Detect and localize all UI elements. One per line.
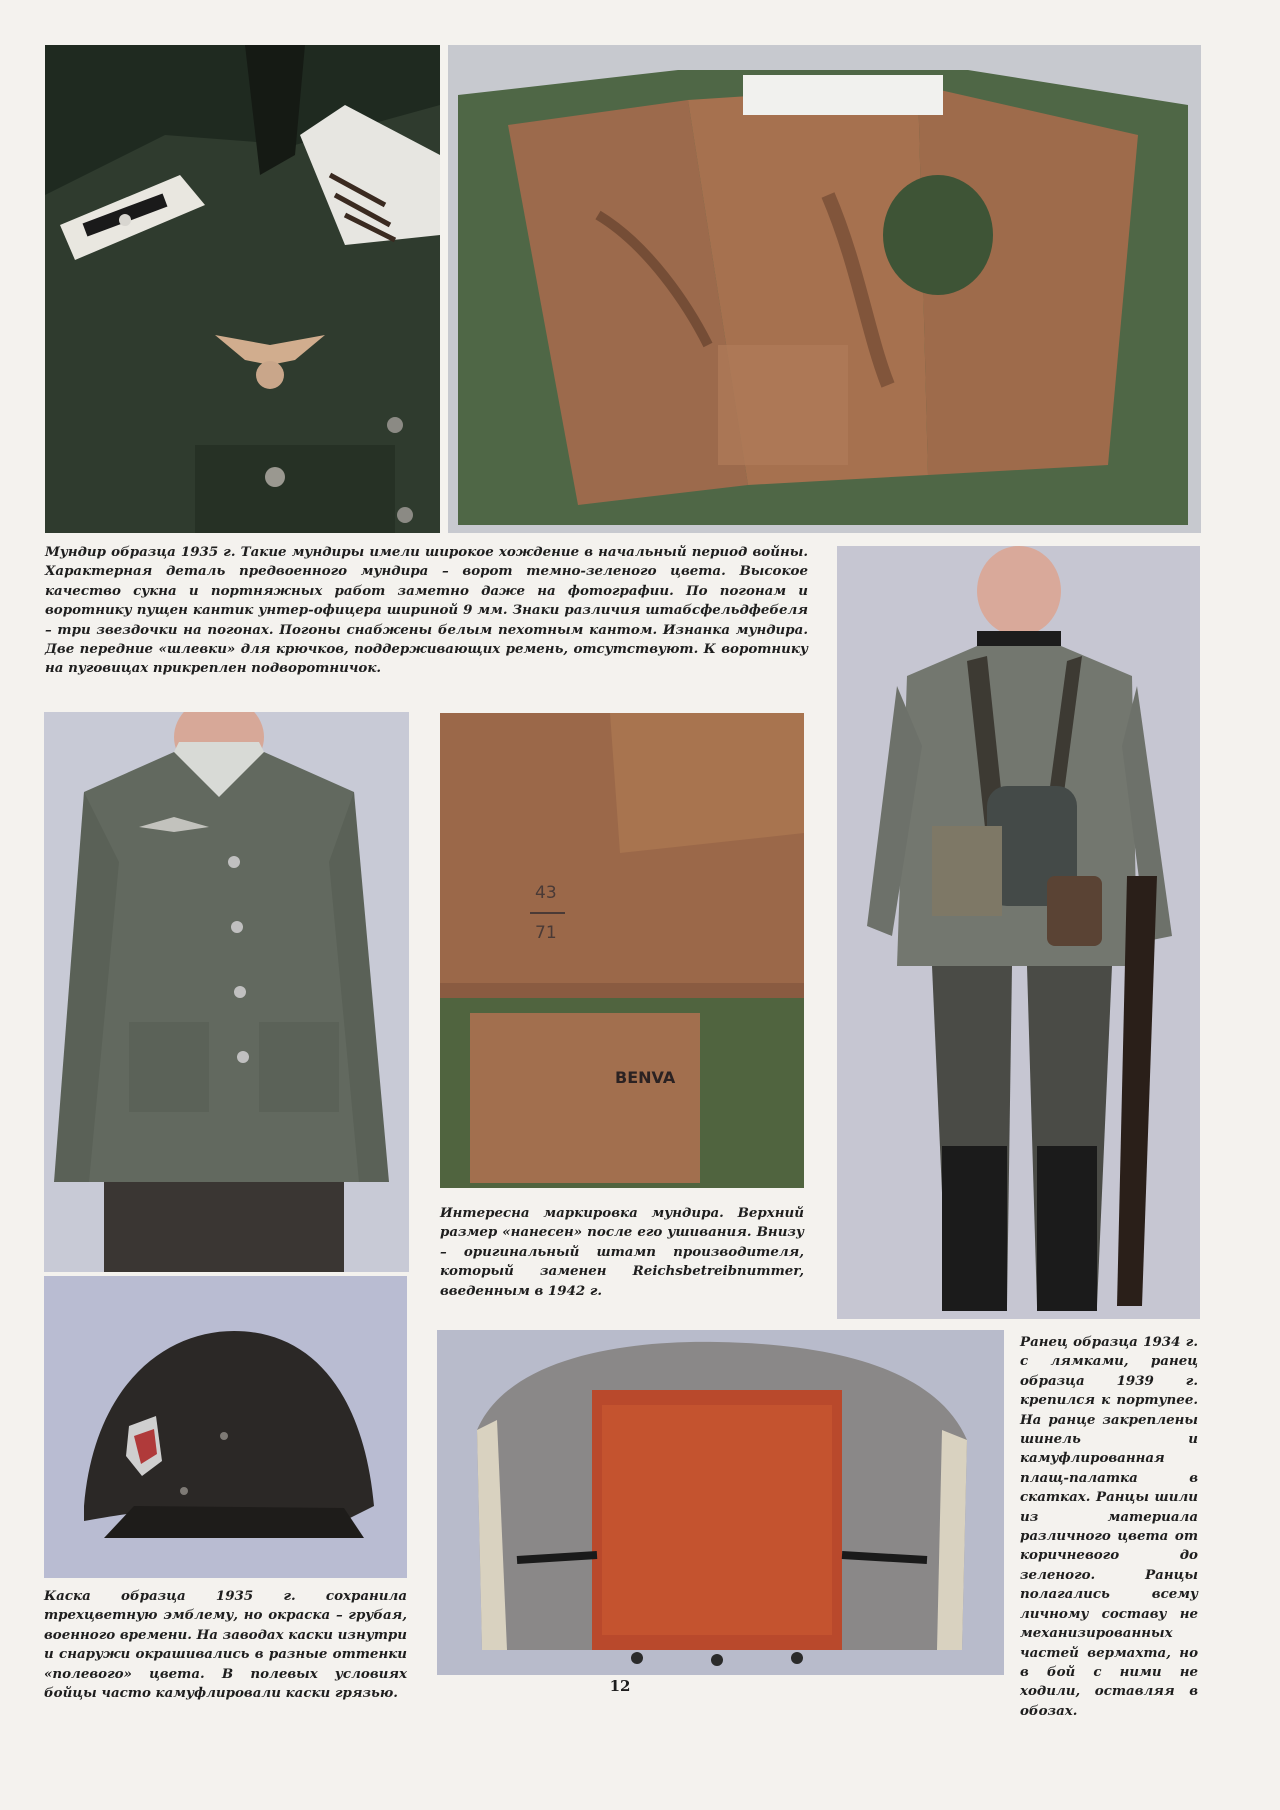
label-maker: BENVA [615,1068,676,1087]
marking-caption: Интересна маркировка мундира. Верхний размер «нанесен» после его ушивания. Внизу – оригинальный штамп производителя, который заменен Reichsbetreibnummer, введенным в 1942 г. [440,1205,804,1299]
tunic-front-photo [44,712,409,1272]
backpack-caption: Ранец образца 1934 г. с лямками, ранец образца 1939 г. крепился к портупее. На ранце закреплены шинель и камуфлированная плащ-палатка в скатках. Ранцы шили из материала различного цвета от коричневого до зеленого. Ранцы полагались всему личному составу не механизированных частей вермахта, но в бой с ними не ходили, оставляя в обозах. [1020,1334,1198,1719]
backpack-photo [437,1330,1004,1675]
soldier-back-view-photo [837,546,1200,1319]
page-number: 12 [609,1677,631,1695]
helmet-photo [44,1276,407,1578]
uniform-caption: Мундир образца 1935 г. Такие мундиры имели широкое хождение в начальный период войны. Характерная деталь предвоенного мундира – ворот темно-зеленого цвета. Высокое качество сукна и портняжных работ заметно даже на фотографии. По погонам и воротнику пущен кантик унтер-офицера шириной 9 мм. Знаки различия штабсфельдфебеля – три звездочки на погонах. Погоны снабжены белым пехотным кантом. Изнанка мундира. Две передние «шлевки» для крючков, поддерживающих ремень, отсутствуют. К воротнику на пуговицах прикреплен подворотничок. [45,544,808,677]
tunic-interior-photo [448,45,1201,533]
label-size-1: 43 [535,883,557,903]
label-size-2: 71 [535,923,557,943]
tunic-label-photo [440,713,804,1188]
collar-closeup-photo [45,45,440,533]
helmet-caption: Каска образца 1935 г. сохранила трехцветную эмблему, но окраска – грубая, военного времени. На заводах каски изнутри и снаружи окрашивались в разные оттенки «полевого» цвета. В полевых условиях бойцы часто камуфлировали каски грязью. [44,1588,407,1702]
